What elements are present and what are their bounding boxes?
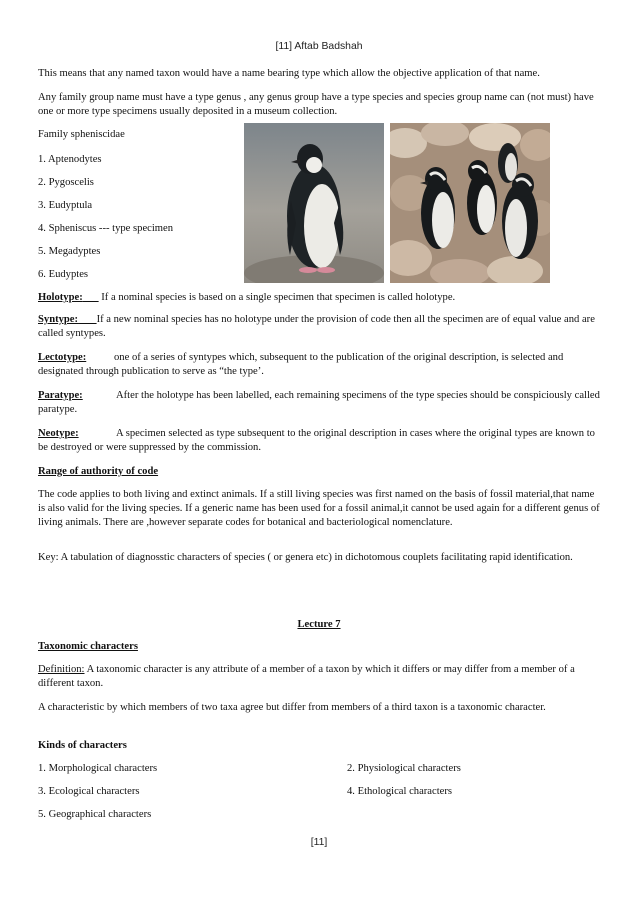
penguin-photo-single — [244, 123, 384, 283]
key-paragraph: Key: A tabulation of diagnosstic characters of species ( or genera etc) in dichotomous couplets facilitating rapid identification. — [38, 552, 573, 563]
definition-holotype — [38, 291, 600, 305]
genus-item: 6. Eudyptes — [38, 269, 89, 280]
kind-item: 1. Morphological characters — [38, 763, 158, 774]
character-paragraph: A characteristic by which members of two taxa agree but differ from members of a third taxon is a taxonomic character. — [38, 702, 546, 713]
genus-item: 5. Megadyptes — [38, 246, 101, 257]
term-definition: If a new nominal species has no holotype under the provision of code then all the specimen are of equal value and are called syntypes. — [38, 314, 595, 339]
term-definition: A specimen selected as type subsequent to the original description in cases where the original types are known to be destroyed or were suppressed by the commission. — [38, 428, 595, 453]
definition-paratype — [38, 389, 600, 417]
term-definition: If a nominal species is based on a single specimen that specimen is called holotype. — [98, 292, 456, 303]
definition-label: Definition: — [38, 664, 85, 675]
genus-item: 4. Spheniscus --- type specimen — [38, 223, 174, 234]
range-heading: Range of authority of code — [38, 466, 159, 477]
definition-lectotype — [38, 351, 600, 379]
term-label: Paratype: — [38, 390, 83, 401]
family-heading: Family spheniscidae — [38, 129, 125, 140]
genus-item: 2. Pygoscelis — [38, 177, 94, 188]
paragraph-type-name: This means that any named taxon would have a name bearing type which allow the objective application of that name. — [38, 68, 540, 79]
term-definition: one of a series of syntypes which, subsequent to the publication of the original description, is selected and designated through publication to serve as “the type’. — [38, 352, 564, 377]
term-definition: After the holotype has been labelled, each remaining specimens of the type species should be conspiciously called paratype. — [38, 390, 600, 415]
term-label: Holotype: — [38, 292, 83, 303]
definition-neotype — [38, 427, 600, 455]
kind-item: 2. Physiological characters — [347, 763, 461, 774]
kinds-heading: Kinds of characters — [38, 740, 127, 751]
lecture-title: Lecture 7 — [297, 619, 341, 630]
definition-syntype — [38, 313, 600, 341]
kind-item: 4. Ethological characters — [347, 786, 453, 797]
page-header: [11] Aftab Badshah — [275, 41, 363, 52]
page-footer: [11] — [310, 837, 328, 848]
paragraph-type-genus: Any family group name must have a type genus , any genus group have a type species and species group name can (not must) have one or more type specimens usually deposited in a museum collection. — [38, 92, 594, 117]
term-label: Lectotype: — [38, 352, 87, 363]
kind-item: 3. Ecological characters — [38, 786, 140, 797]
term-label: Syntype: — [38, 314, 79, 325]
term-label: Neotype: — [38, 428, 79, 439]
taxonomic-characters-heading: Taxonomic characters — [38, 641, 138, 652]
range-paragraph: The code applies to both living and extinct animals. If a still living species was first named on the basis of fossil material,that name is also valid for the living species. If a generic name has been used for a fossil animal,it cannot be used again for a different genus of living animals. There are ,however separate codes for botanical and bacteriological nomenclature. — [38, 489, 600, 528]
genus-item: 3. Eudyptula — [38, 200, 93, 211]
kind-item: 5. Geographical characters — [38, 809, 152, 820]
definition-paragraph — [38, 663, 600, 691]
penguin-photo-group — [390, 123, 550, 283]
genus-item: 1. Aptenodytes — [38, 154, 102, 165]
definition-text: A taxonomic character is any attribute of a member of a taxon by which it differs or may differ from a member of a different taxon. — [38, 664, 575, 689]
